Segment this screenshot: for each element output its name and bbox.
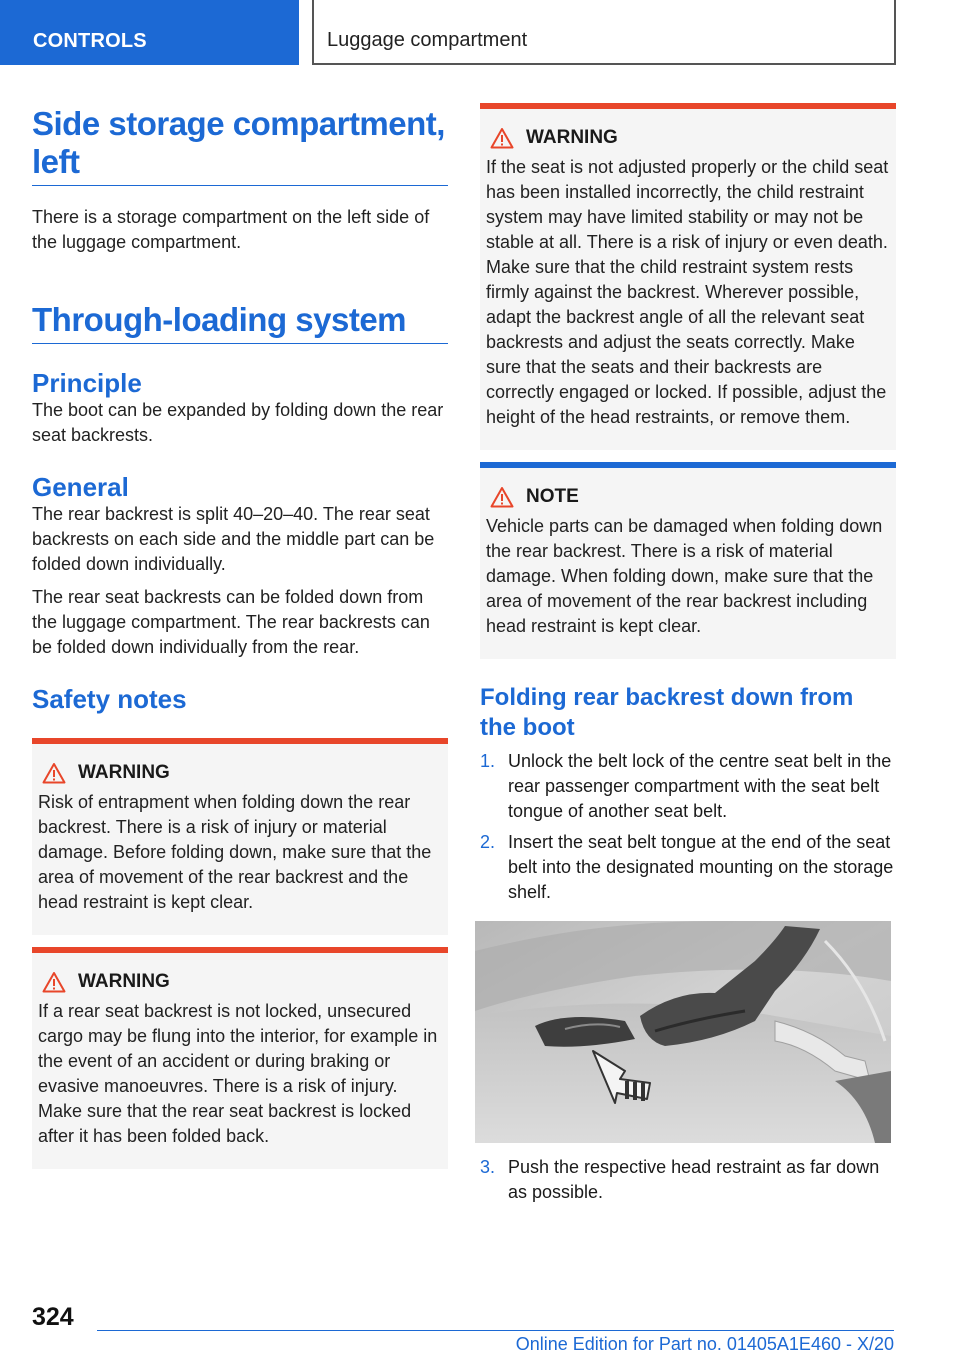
step-text: Push the respective head restraint as far down as possible. (508, 1157, 880, 1202)
footer-divider (97, 1330, 894, 1331)
paragraph-general-2: The rear seat backrests can be folded down from the luggage compartment. The rear backrests can be folded down individually from the rear. (32, 587, 430, 657)
note-title: NOTE (486, 486, 890, 508)
step-number: 3. (480, 1157, 496, 1177)
page-number: 324 (32, 1303, 74, 1331)
right-column (480, 103, 896, 1205)
heading-side-storage: Side storage compartment, left (32, 105, 448, 186)
paragraph-general-1: The rear backrest is split 40–20–40. The rear seat backrests on each side and the middle part can be folded down individually. (32, 504, 435, 574)
warning-triangle-icon (490, 127, 514, 149)
paragraph-side-storage: There is a storage compartment on the left side of the luggage compartment. (32, 207, 430, 252)
heading-general: General (32, 472, 129, 502)
warning-title: WARNING (38, 762, 442, 784)
step-text: Unlock the belt lock of the centre seat belt in the rear passenger compartment with the seat belt tongue of another seat belt. (508, 751, 892, 821)
warning-box-unlocked-backrest (32, 947, 448, 1169)
step-2 (480, 830, 896, 905)
note-triangle-icon (490, 486, 514, 508)
warning-box-entrapment (32, 738, 448, 935)
warning-text-child-seat: If the seat is not adjusted properly or the child seat has been installed incorrectly, the child restraint system may have limited stability or may not be stable at all. There is a risk of injury or even death. Make sure that the child restraint system rests firmly against the backrest. Wherever possible, adapt the backrest angle of all the relevant seat backrests and adjust the seats correctly. Make sure that the seats and their backrests are correctly engaged or locked. If possible, adjust the height of the head restraints, or remove them. (486, 157, 889, 427)
warning-triangle-icon (42, 762, 66, 784)
belt-mounting-illustration (475, 921, 891, 1143)
warning-text-entrapment: Risk of entrapment when folding down the rear backrest. There is a risk of injury or material damage. Before folding down, make sure that the area of movement of the rear backrest and the head restraint is kept clear. (38, 792, 432, 912)
step-number: 2. (480, 832, 496, 852)
step-1 (480, 749, 896, 824)
warning-title: WARNING (486, 127, 890, 149)
left-column (32, 100, 448, 1169)
note-box-vehicle-parts (480, 462, 896, 659)
heading-safety-notes: Safety notes (32, 684, 187, 714)
warning-box-child-seat (480, 103, 896, 450)
heading-folding-from-boot: Folding rear backrest down from the boot (480, 684, 854, 741)
warning-text-unlocked-backrest: If a rear seat backrest is not locked, unsecured cargo may be flung into the interior, for example in the event of an accident or during braking or evasive manoeuvres. There is a risk of injury. Make sure that the rear seat backrest is locked after it has been folded back. (38, 1001, 438, 1146)
footer-edition: Online Edition for Part no. 01405A1E460 - X/20 (515, 1334, 894, 1354)
section-tab[interactable]: CONTROLS (0, 0, 299, 65)
paragraph-principle: The boot can be expanded by folding down the rear seat backrests. (32, 400, 444, 445)
step-number: 1. (480, 751, 496, 771)
warning-triangle-icon (42, 971, 66, 993)
note-text-vehicle-parts: Vehicle parts can be damaged when folding down the rear backrest. There is a risk of material damage. When folding down, make sure that the area of movement of the rear backrest including head restraint is kept clear. (486, 516, 883, 636)
belt-mounting-image (475, 921, 891, 1143)
topic-header: Luggage compartment (312, 0, 896, 65)
heading-through-loading: Through-loading system (32, 301, 448, 344)
step-text: Insert the seat belt tongue at the end of the seat belt into the designated mounting on the storage shelf. (508, 832, 894, 902)
step-3 (480, 1155, 896, 1205)
heading-principle: Principle (32, 368, 142, 398)
warning-title: WARNING (38, 971, 442, 993)
